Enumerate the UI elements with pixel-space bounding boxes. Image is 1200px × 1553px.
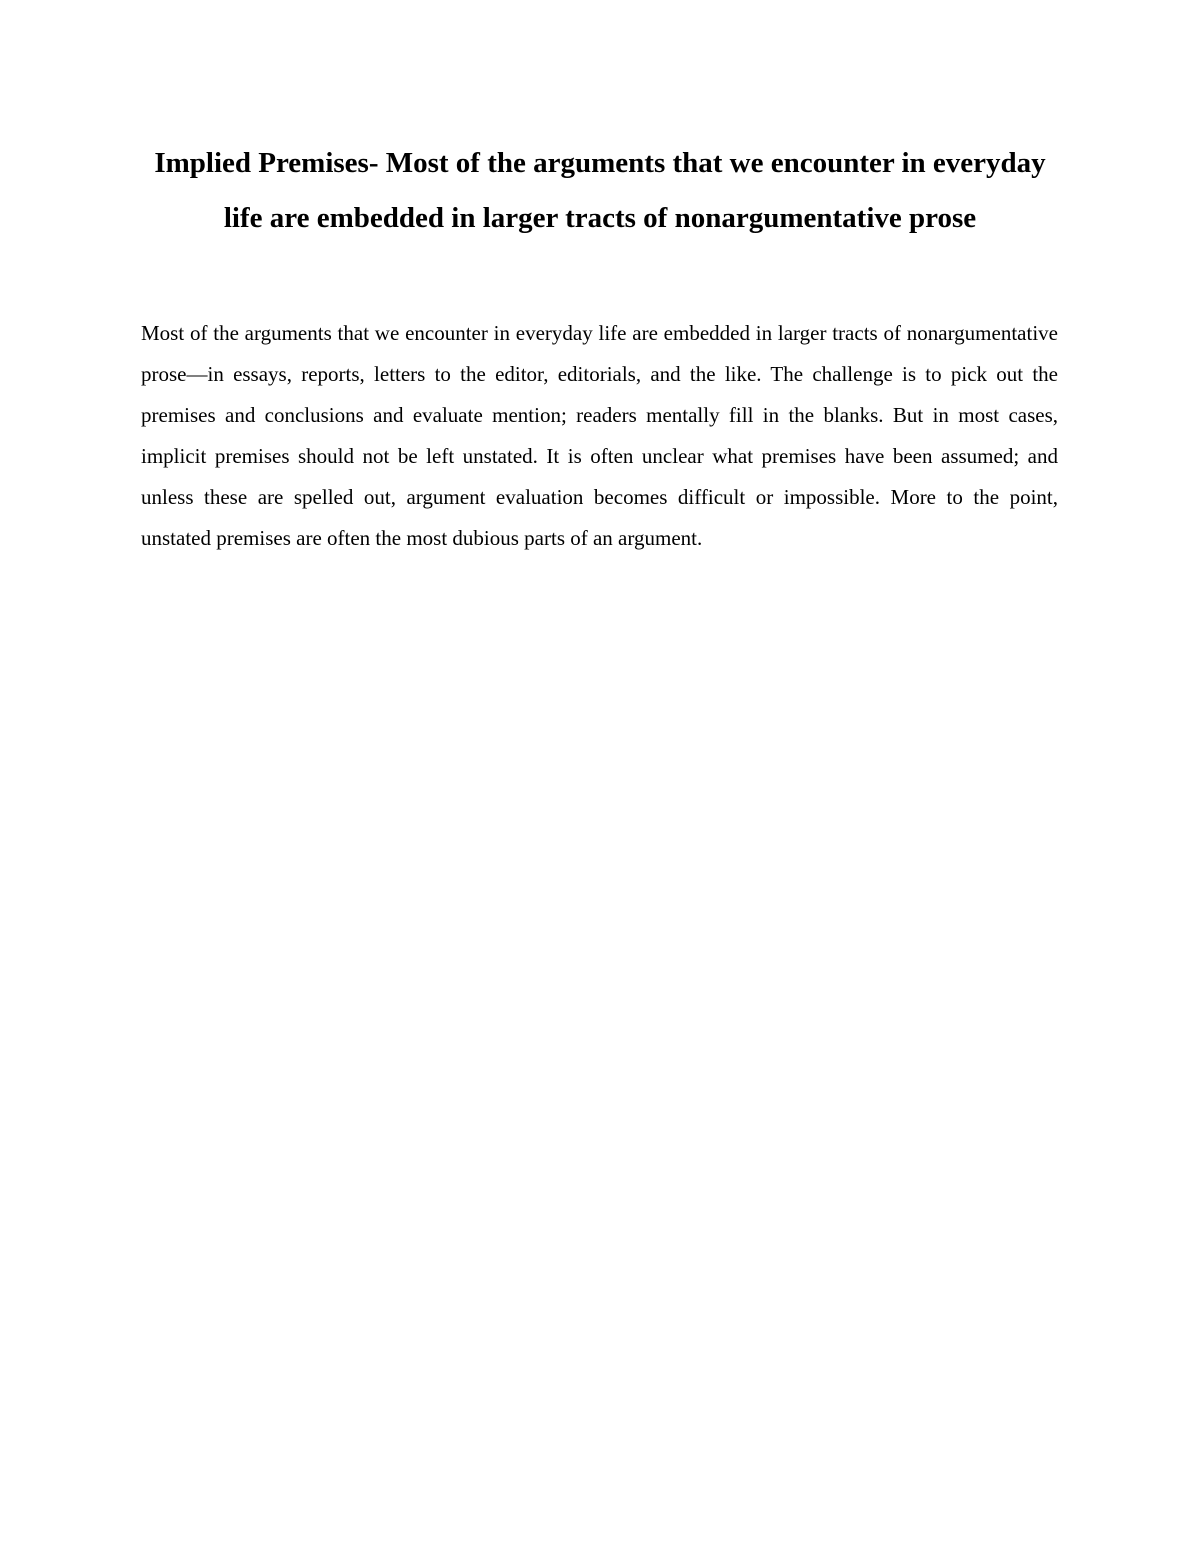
body-paragraph: Most of the arguments that we encounter in everyday life are embedded in larger tracts of nonargumentative prose—in essays, reports, letters to the editor, editorials, and the like. The challenge is to pick out the premises and conclusions and evaluate mention; readers mentally fill in the blanks. But in most cases, implicit premises should not be left unstated. It is often unclear what premises have been assumed; and unless these are spelled out, argument evaluation becomes difficult or impossible. More to the point, unstated premises are often the most dubious parts of an argument. xyxy=(141,321,1058,550)
document-title: Implied Premises- Most of the arguments that we encounter in everyday life are embedded in larger tracts of nonargumentative prose xyxy=(154,147,1046,234)
